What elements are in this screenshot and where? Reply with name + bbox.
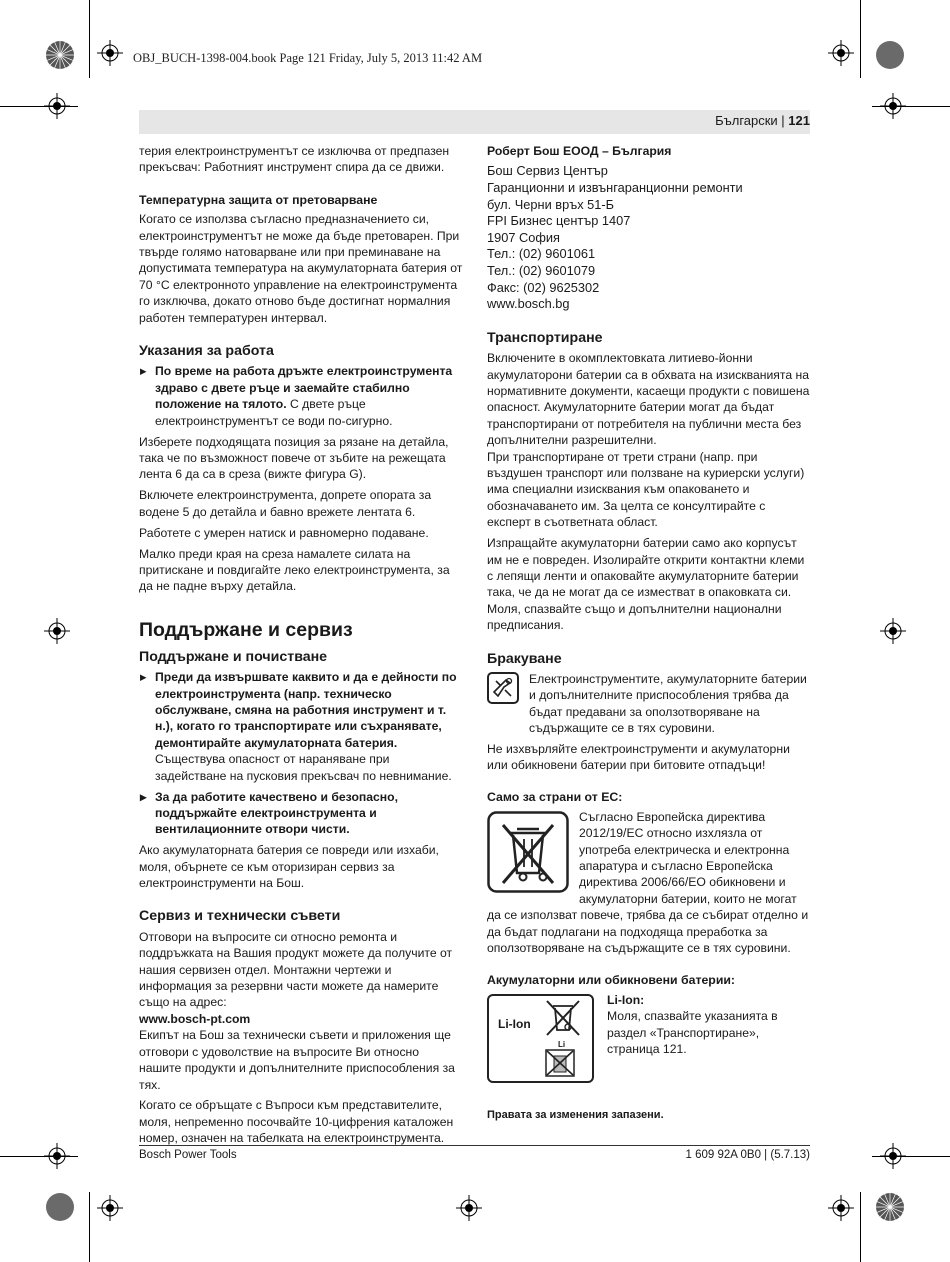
- registration-mark-icon: [828, 1195, 854, 1221]
- registration-mark-icon: [97, 1195, 123, 1221]
- color-wheel-icon: [875, 1192, 905, 1222]
- liion-row: [487, 992, 810, 1087]
- temp-protection-heading: Температурна защита от претоварване: [139, 192, 378, 207]
- disposal-heading: Бракуване: [487, 650, 562, 667]
- transport-paragraph: При транспортиране от трети страни (напр. при въздушен транспорт или ползване на куриерски услуги) има специални изисквания към опаковането и обозначаването им. За целта се консултирайте с експерт в съответната област.: [487, 449, 805, 530]
- address-line: бул. Черни връх 51-Б: [487, 196, 615, 212]
- crossed-bin-icon: [487, 811, 569, 893]
- registration-mark-icon: [880, 618, 906, 644]
- service-paragraph: Отговори на въпросите си относно ремонта и поддръжката на Вашия продукт можете да получите от нашия сервизен отдел. Монтажни чертежи и информация за резервни части можете да намерите също на адрес:: [139, 929, 453, 1010]
- color-wheel-icon: [45, 40, 75, 70]
- liion-icon-label: Li-Ion: [498, 1016, 531, 1031]
- crop-mark: [860, 1192, 861, 1262]
- maintenance-bullet: ▶ За да работите качествено и безопасно, поддържайте електроинструмента и вентилационните отвори чисти.: [139, 789, 463, 838]
- address-line: Факс: (02) 9625302: [487, 279, 600, 295]
- work-instructions-heading: Указания за работа: [139, 343, 274, 360]
- maintenance-bullet: ▶ Преди да извършвате каквито и да е дейности по електроинструмента (напр. техническо обслужване, смяна на работния инструмент и т. н.), когато го транспортирате или съхранявате, демонтирайте акумулаторната батерия. Съществува опасност от нараняване при задействане на пусковия прекъсвач по невнимание.: [139, 669, 463, 784]
- footer-code: 1 609 92A 0B0 | (5.7.13): [685, 1149, 810, 1161]
- registration-mark-icon: [880, 1143, 906, 1169]
- footer-brand: Bosch Power Tools: [139, 1149, 237, 1161]
- service-paragraph: Когато се обръщате с Въпроси към представителите, моля, непременно посочвайте 10-цифрения каталожен номер, означен на табелката на електроинструмента.: [139, 1098, 454, 1146]
- service-paragraph: Екипът на Бош за технически съвети и приложения ще отговори с удоволствие на въпросите Ви относно нашите продукти и допълнителните приспособления за тях.: [139, 1028, 455, 1092]
- crossed-bin-icon: [541, 998, 585, 1038]
- eu-directive-text: Съгласно Европейска директива 2012/19/ЕС относно изхлязла от употреба електрическа и електронна апаратура и съгласно Европейска директива 2006/66/ЕО обикновени и акумулаторни батерии, които не могат да се използват повече, трябва да се събират отделно и да бъдат подлагани на подходяща преработка за оползотворяване на съдържащите се в тях суровини.: [487, 809, 809, 956]
- transport-paragraph: Моля, спазвайте също и допълнителни национални предписания.: [487, 601, 782, 633]
- registration-mark-icon: [44, 93, 70, 119]
- batteries-heading: Акумулаторни или обикновени батерии:: [487, 973, 736, 988]
- service-url: www.bosch-pt.com: [139, 1011, 251, 1026]
- crossed-battery-icon: [545, 1049, 575, 1077]
- address-line: 1907 София: [487, 229, 560, 245]
- registration-mark-icon: [97, 40, 123, 66]
- work-bullet: ▶ По време на работа дръжте електроинструмента здраво с двете ръце и заемайте стабилно положение на тялото. С двете ръце електроинструментът се води по-сигурно.: [139, 363, 463, 429]
- work-paragraph: Малко преди края на среза намалете силата на притискане и повдигайте леко електроинструмента, за да не падне върху детайла.: [139, 546, 450, 594]
- disposal-paragraph: Не изхвърляйте електроинструменти и акумулаторни или обикновени батерии при битовите отпадъци!: [487, 741, 790, 772]
- recycle-tools-icon: [487, 672, 519, 704]
- crop-mark: [89, 1192, 90, 1262]
- li-small-label: Li: [558, 1039, 566, 1049]
- liion-text: Моля, спазвайте указанията в раздел «Транспортиране», страница 121.: [607, 1009, 778, 1057]
- registration-mark-icon: [456, 1195, 482, 1221]
- registration-mark-icon: [828, 40, 854, 66]
- transport-paragraph: Включените в окомплектовката литиево-йонни акумулаторони батерии са в обхвата на изискванията на нормативните документи, касаещи продукти с повишена опасност. Акумулаторните батерии могат да бъдат транспортирани от потребителя на публични места без допълнителни разрешителни.: [487, 351, 810, 448]
- footer-rule: [139, 1145, 810, 1146]
- address-line: Тел.: (02) 9601061: [487, 246, 596, 262]
- address-line: FPI Бизнес център 1407: [487, 213, 631, 229]
- liion-label: Li-Ion:: [607, 992, 645, 1007]
- address-block: [487, 163, 810, 312]
- eu-row: [487, 809, 810, 957]
- eu-heading: Само за страни от ЕС:: [487, 790, 623, 805]
- registration-mark-icon: [44, 1143, 70, 1169]
- gray-disc-icon: [875, 40, 905, 70]
- header-language: Български: [715, 113, 778, 128]
- registration-mark-icon: [44, 618, 70, 644]
- crop-mark: [89, 0, 90, 78]
- maintenance-paragraph: Ако акумулаторната батерия се повреди или изхаби, моля, обърнете се към оторизиран сервиз за електроинструменти на Бош.: [139, 843, 439, 891]
- transport-heading: Транспортиране: [487, 329, 603, 346]
- work-paragraph: Работете с умерен натиск и равномерно подаване.: [139, 525, 429, 540]
- address-line: Тел.: (02) 9601079: [487, 262, 596, 278]
- liion-text-block: [607, 992, 810, 1058]
- page-header: [715, 113, 810, 128]
- service-heading: Сервиз и технически съвети: [139, 908, 341, 925]
- transport-paragraph: Изпращайте акумулаторни батерии само ако корпусът им не е повреден. Изолирайте открити контактни клеми с лепящи ленти и опаковайте акумулаторните батерии така, че да не могат да се изместват в опаковката си.: [487, 536, 805, 600]
- page-header-bar: [139, 110, 810, 134]
- liion-symbol: [487, 994, 594, 1083]
- crop-mark: [860, 0, 861, 78]
- registration-mark-icon: [880, 93, 906, 119]
- rights-reserved: Правата за изменения запазени.: [487, 1108, 664, 1121]
- section-heading: Поддържане и сервиз: [139, 618, 353, 641]
- work-paragraph: Изберете подходящата позиция за рязане на детайла, така че по възможност повече от зъбите на режещата лента 6 да са в среза (вижте фигура G).: [139, 434, 449, 482]
- address-line: Бош Сервиз Център: [487, 163, 608, 179]
- work-paragraph: Включете електроинструмента, допрете опората за водене 5 до детайла и бавно врежете лентата 6.: [139, 488, 432, 519]
- disposal-row: [487, 671, 810, 737]
- maintenance-heading: Поддържане и почистване: [139, 648, 328, 665]
- address-line: Гаранционни и извънгаранционни ремонти: [487, 180, 743, 195]
- gray-disc-icon: [45, 1192, 75, 1222]
- company-name: Роберт Бош ЕООД – България: [487, 144, 672, 158]
- address-line: www.bosch.bg: [487, 296, 570, 312]
- page-number: 121: [788, 113, 810, 128]
- temp-protection-text: Когато се използва съгласно предназначението си, електроинструментът не може да бъде претоварен. При твърде голямо натоварване или при преминаване на допустимата температура на акумулаторната батерия от 70 °C електронното управление на електроинструмента го изключва, докато отново бъде достигнат нормалния работен температурен интервал.: [139, 212, 463, 325]
- intro-paragraph: терия електроинструментът се изключва от предпазен прекъсвач: Работният инструмент спира да се движи.: [139, 144, 450, 175]
- header-separator: |: [777, 113, 789, 128]
- disposal-icon-text: Електроинструментите, акумулаторните батерии и допълнителните приспособления трябва да бъдат предавани за оползотворяване на съдържащите се в тях суровини.: [529, 671, 807, 736]
- book-info-line: OBJ_BUCH-1398-004.book Page 121 Friday, July 5, 2013 11:42 AM: [133, 51, 483, 65]
- right-column: [487, 143, 810, 1128]
- left-column: [139, 143, 463, 1151]
